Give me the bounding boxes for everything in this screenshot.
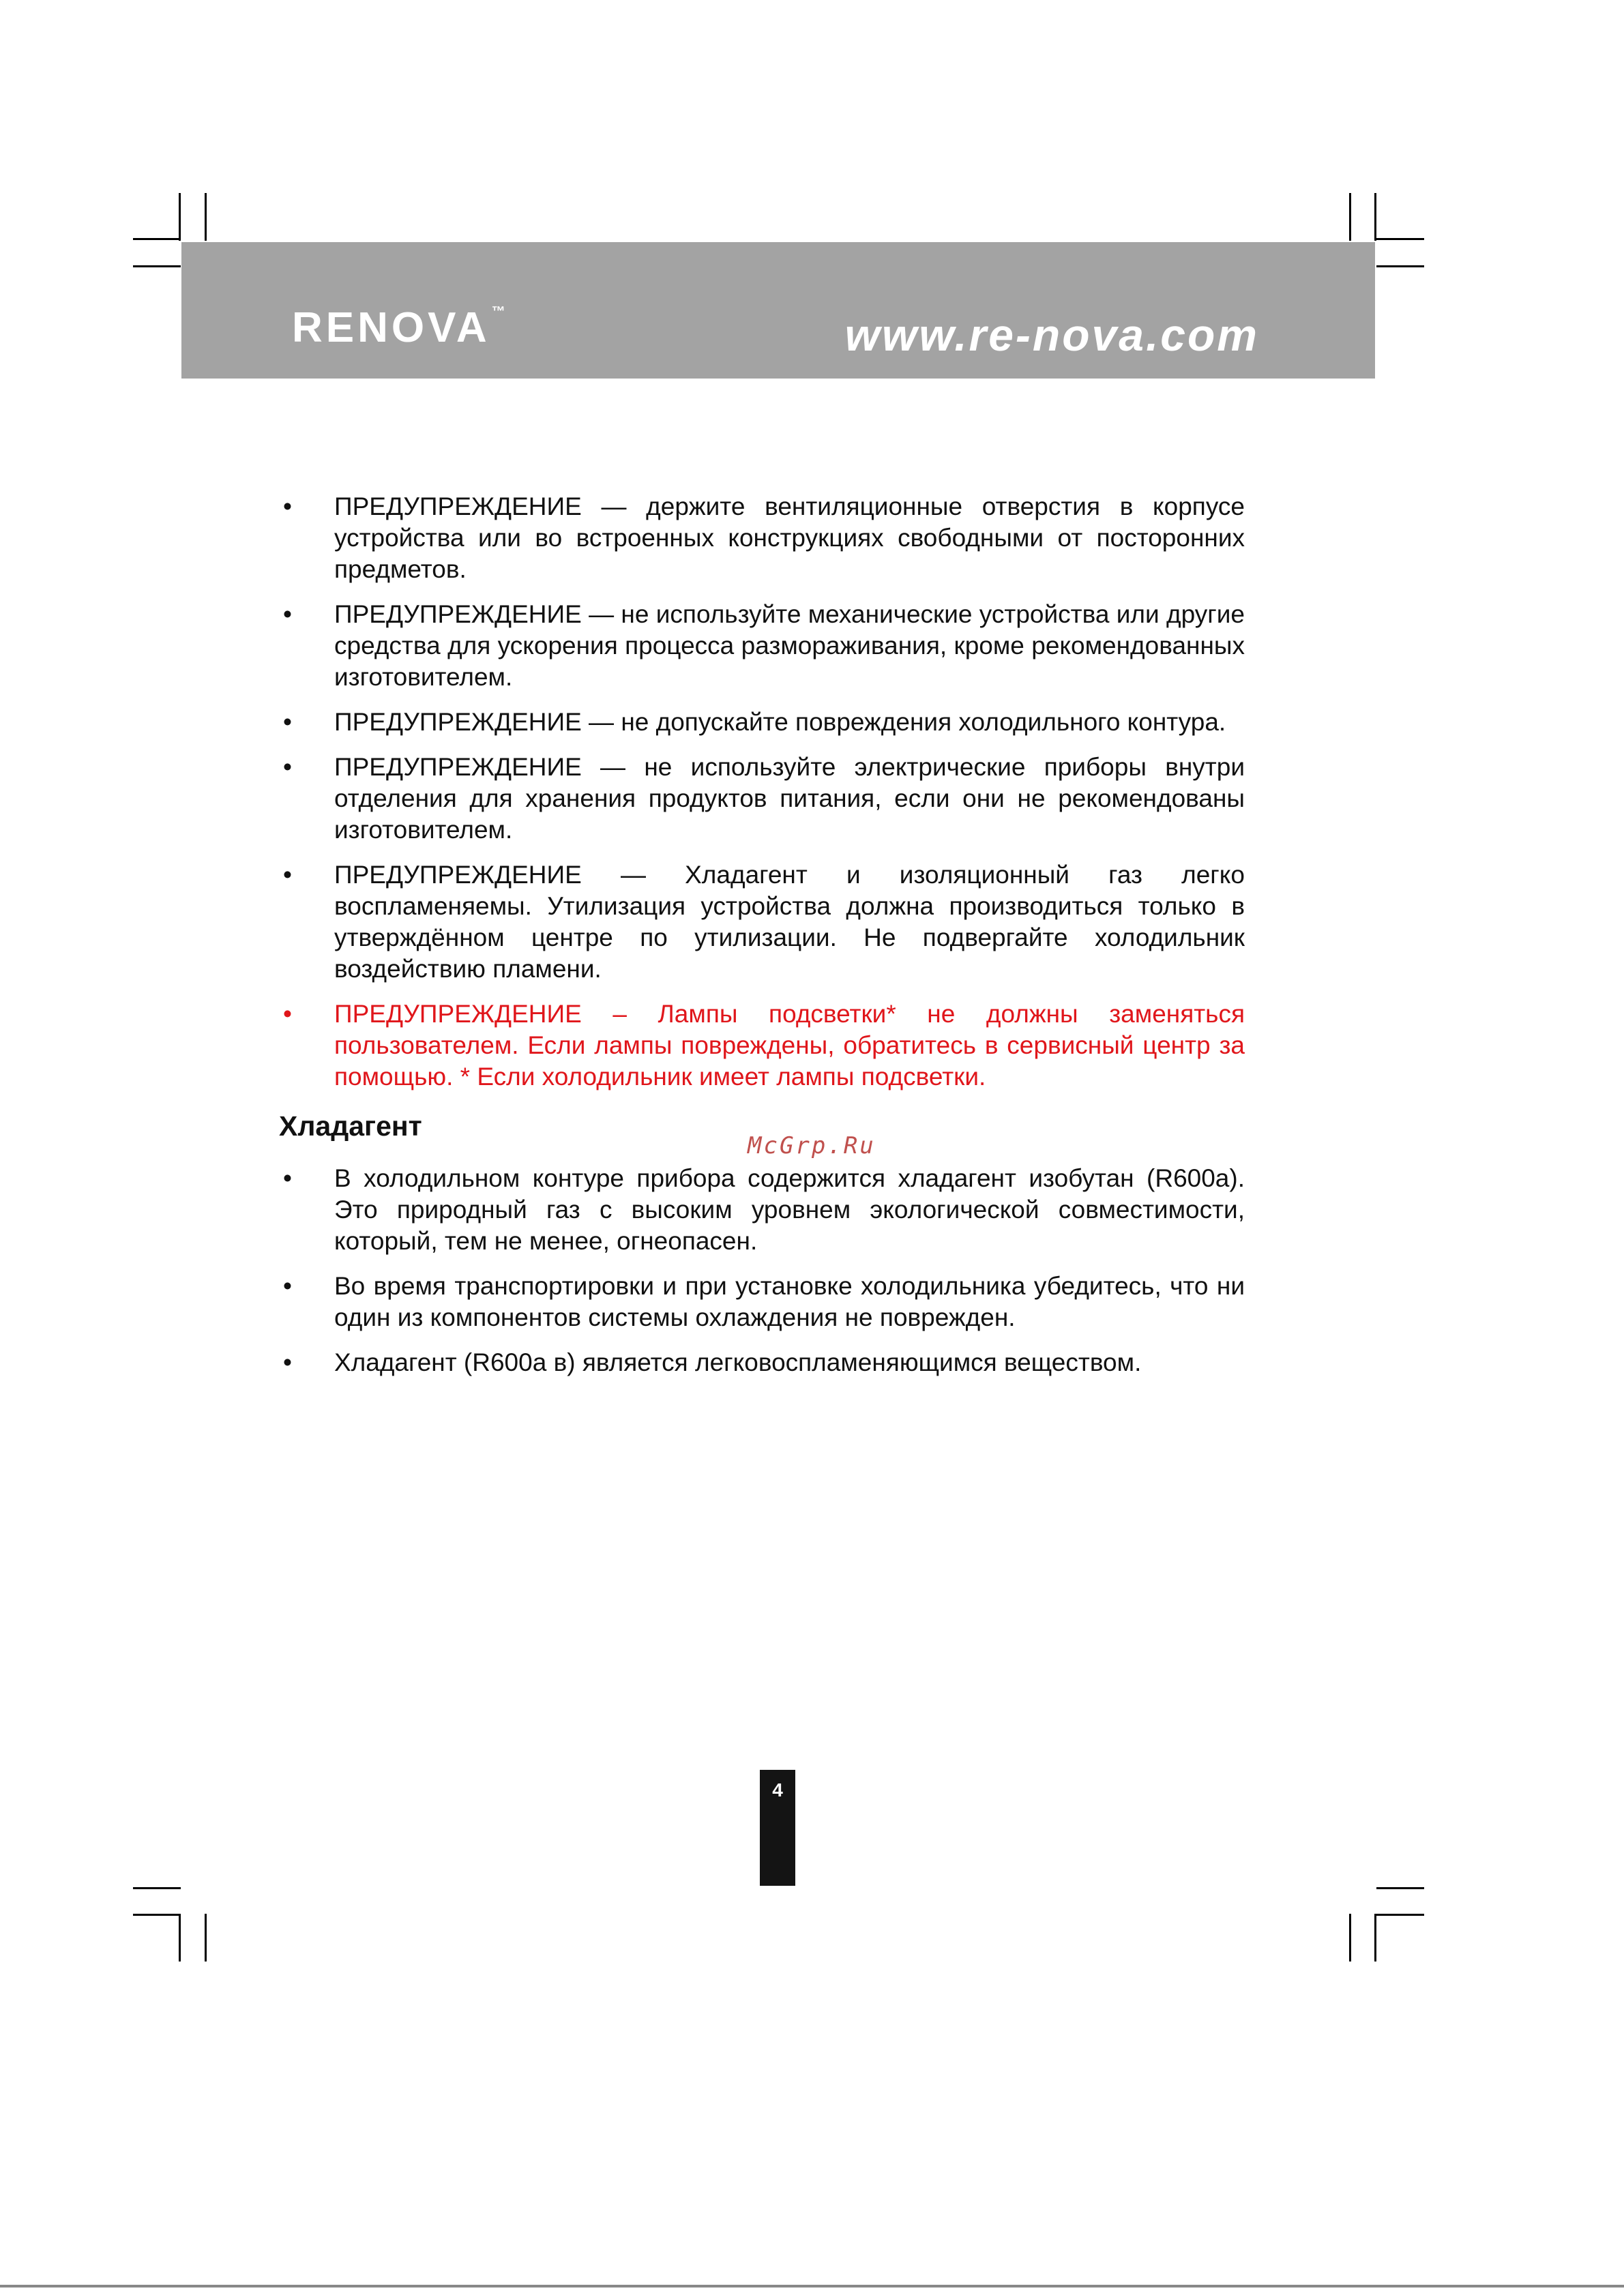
bullet-icon: •: [283, 1272, 292, 1300]
bullet-icon: •: [283, 492, 292, 520]
divider: [0, 2285, 1624, 2287]
page-number: 4: [760, 1770, 795, 1886]
website-url: www.re-nova.com: [844, 310, 1259, 360]
watermark: McGrp.Ru: [748, 1132, 876, 1159]
list-item: • Хладагент (R600a в) является легковоспламеняющимся веществом.: [283, 1347, 1245, 1378]
bullet-icon: •: [283, 861, 292, 889]
list-item: • ПРЕДУПРЕЖДЕНИЕ — не используйте электрические приборы внутри отделения для хранения продуктов питания, если они не рекомендованы изготовителем.: [283, 753, 1245, 844]
header-banner: [181, 242, 1375, 379]
page-content: [279, 491, 1245, 1392]
list-item: • ПРЕДУПРЕЖДЕНИЕ — не используйте механические устройства или другие средства для ускорения процесса размораживания, кроме рекомендованных изготовителем.: [283, 600, 1245, 691]
bullet-icon: •: [283, 708, 292, 736]
brand-logo: RENOVA ™: [292, 304, 505, 351]
bullet-icon: •: [283, 600, 292, 628]
list-item: • ПРЕДУПРЕЖДЕНИЕ — Хладагент и изоляционный газ легко воспламеняемы. Утилизация устройства должна производиться только в утверждённом центре по утилизации. Не подвергайте холодильник воздействию пламени.: [283, 861, 1245, 983]
section-title: Хладагент: [279, 1110, 422, 1142]
list-item: • ПРЕДУПРЕЖДЕНИЕ — держите вентиляционные отверстия в корпусе устройства или во встроенных конструкциях свободными от посторонних предметов.: [283, 492, 1245, 583]
list-item: • ПРЕДУПРЕЖДЕНИЕ — не допускайте повреждения холодильного контура.: [283, 707, 1245, 738]
list-item: • В холодильном контуре прибора содержится хладагент изобутан (R600a). Это природный газ с высоким уровнем экологической совместимости, который, тем не менее, огнеопасен.: [283, 1164, 1245, 1255]
bullet-icon: •: [283, 1000, 292, 1028]
bullet-icon: •: [283, 1348, 292, 1376]
warning-list: [283, 491, 1245, 1093]
bullet-icon: •: [283, 1164, 292, 1192]
list-item: • Во время транспортировки и при установке холодильника убедитесь, что ни один из компонентов системы охлаждения не поврежден.: [283, 1272, 1245, 1331]
bullet-icon: •: [283, 753, 292, 781]
refrigerant-list: [283, 1163, 1245, 1378]
list-item: • ПРЕДУПРЕЖДЕНИЕ – Лампы подсветки* не должны заменяться пользователем. Если лампы повреждены, обратитесь в сервисный центр за помощью. * Если холодильник имеет лампы подсветки.: [283, 1000, 1245, 1091]
